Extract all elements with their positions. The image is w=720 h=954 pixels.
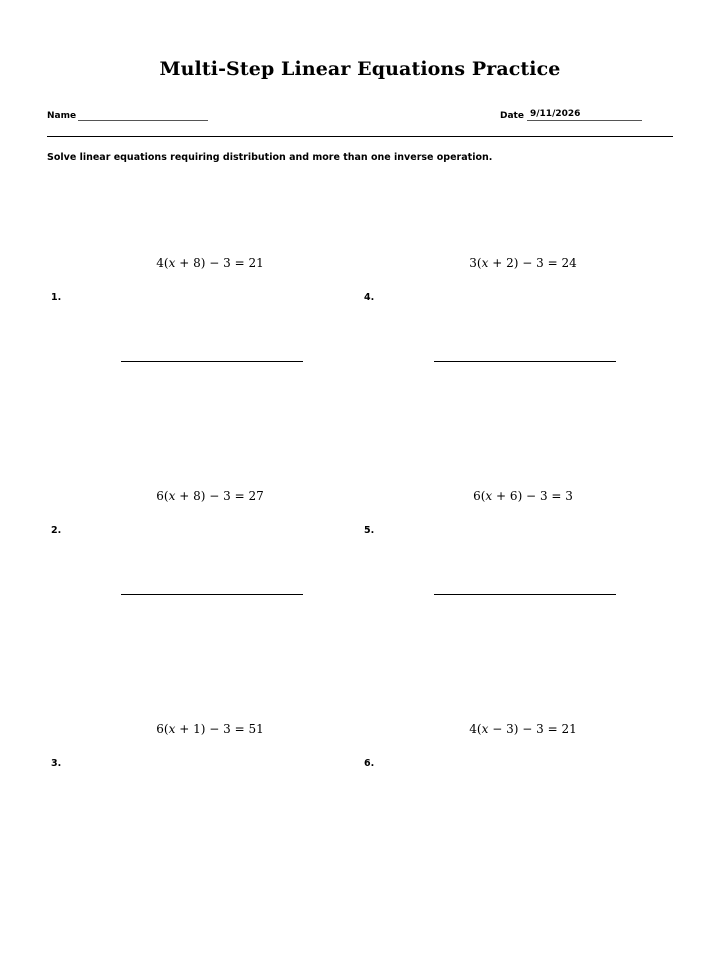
problem-4	[360, 256, 673, 488]
equation: 6(x + 8) − 3 = 27	[156, 489, 264, 503]
equation: 6(x + 6) − 3 = 3	[473, 489, 573, 503]
header-divider	[47, 136, 673, 137]
answer-line[interactable]	[434, 361, 616, 362]
problem-number: 1.	[51, 292, 62, 303]
problem-number: 3.	[51, 758, 62, 769]
answer-line[interactable]	[434, 594, 616, 595]
equation: 3(x + 2) − 3 = 24	[469, 256, 577, 270]
problem-2	[47, 489, 360, 721]
problem-3	[47, 722, 360, 954]
problem-6	[360, 722, 673, 954]
answer-line[interactable]	[121, 594, 303, 595]
date-label: Date	[500, 111, 524, 121]
equation: 6(x + 1) − 3 = 51	[156, 722, 264, 736]
date-field-line[interactable]	[527, 120, 642, 121]
problem-number: 2.	[51, 525, 62, 536]
problem-number: 4.	[364, 292, 375, 303]
worksheet-title: Multi-Step Linear Equations Practice	[159, 58, 561, 80]
equation: 4(x − 3) − 3 = 21	[469, 722, 577, 736]
name-field-line[interactable]	[78, 120, 208, 121]
problem-1	[47, 256, 360, 488]
answer-line[interactable]	[121, 361, 303, 362]
date-value: 9/11/2026	[530, 109, 581, 119]
problem-number: 5.	[364, 525, 375, 536]
equation: 4(x + 8) − 3 = 21	[156, 256, 264, 270]
problem-5	[360, 489, 673, 721]
problem-number: 6.	[364, 758, 375, 769]
name-label: Name	[47, 111, 77, 121]
instructions: Solve linear equations requiring distribution and more than one inverse operation.	[47, 152, 493, 163]
